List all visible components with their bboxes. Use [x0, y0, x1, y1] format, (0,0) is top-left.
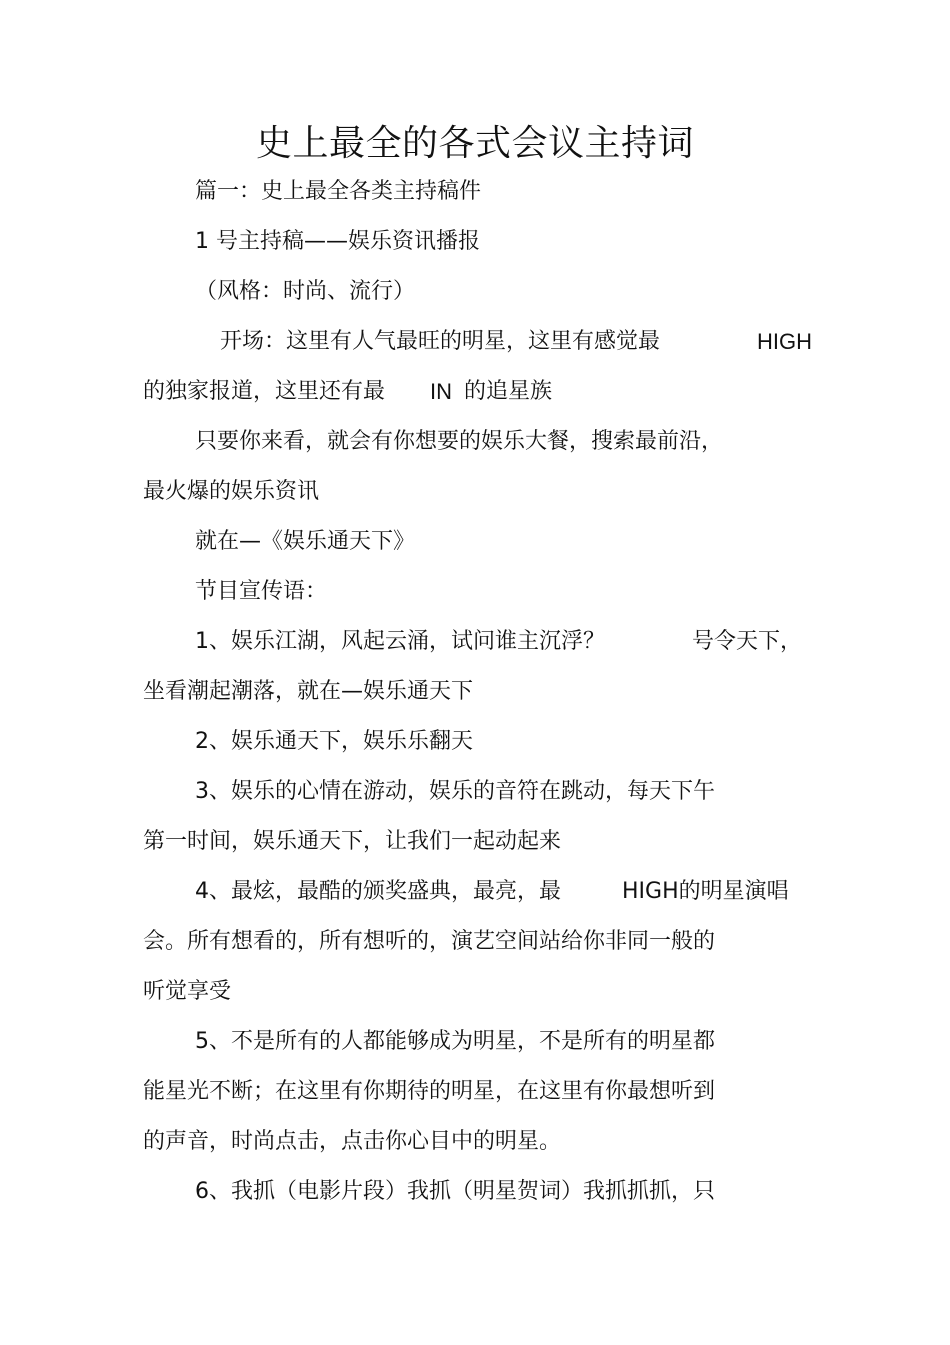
slogan-line: 第一时间，娱乐通天下，让我们一起动起来: [143, 829, 562, 854]
slogan-line: 的声音，时尚点击，点击你心目中的明星。: [143, 1129, 562, 1154]
slogan-line: 听觉享受: [143, 979, 232, 1004]
slogan-line: 会。所有想看的，所有想听的，演艺空间站给你非同一般的: [143, 929, 716, 954]
paragraph-line-fragment: HIGH: [757, 329, 812, 354]
slogan-line: 2、娱乐通天下，娱乐乐翻天: [195, 729, 473, 754]
script-heading: 1 号主持稿——娱乐资讯播报: [195, 229, 480, 254]
paragraph-line-fragment: 的追星族: [464, 379, 553, 404]
paragraph-line: 只要你来看，就会有你想要的娱乐大餐，搜索最前沿，: [195, 429, 724, 454]
slogan-line: 6、我抓（电影片段）我抓（明星贺词）我抓抓抓，只: [195, 1179, 715, 1204]
paragraph-line: 最火爆的娱乐资讯: [143, 479, 320, 504]
slogan-line: 能星光不断；在这里有你期待的明星，在这里有你最想听到: [143, 1079, 716, 1104]
slogan-line-fragment: 号令天下，: [692, 629, 803, 654]
document-title: 史上最全的各式会议主持词: [255, 123, 694, 164]
style-note: （风格：时尚、流行）: [195, 279, 416, 304]
slogan-line: 3、娱乐的心情在游动，娱乐的音符在跳动，每天下午: [195, 779, 715, 804]
paragraph-line: 的独家报道，这里还有最: [143, 379, 386, 404]
slogan-line: 4、最炫，最酷的颁奖盛典，最亮，最: [195, 879, 561, 904]
paragraph-line-fragment: IN: [430, 379, 452, 404]
slogan-line: 1、娱乐江湖，风起云涌，试问谁主沉浮？: [195, 629, 605, 654]
slogan-heading: 节目宣传语：: [195, 579, 328, 604]
slogan-line-fragment: HIGH的明星演唱: [622, 879, 789, 904]
slogan-line: 5、不是所有的人都能够成为明星，不是所有的明星都: [195, 1029, 715, 1054]
slogan-line: 坐看潮起潮落，就在—娱乐通天下: [143, 679, 474, 704]
section-heading: 篇一：史上最全各类主持稿件: [195, 179, 482, 204]
paragraph-line: 开场：这里有人气最旺的明星，这里有感觉最: [220, 329, 661, 354]
paragraph-line: 就在—《娱乐通天下》: [195, 529, 416, 554]
